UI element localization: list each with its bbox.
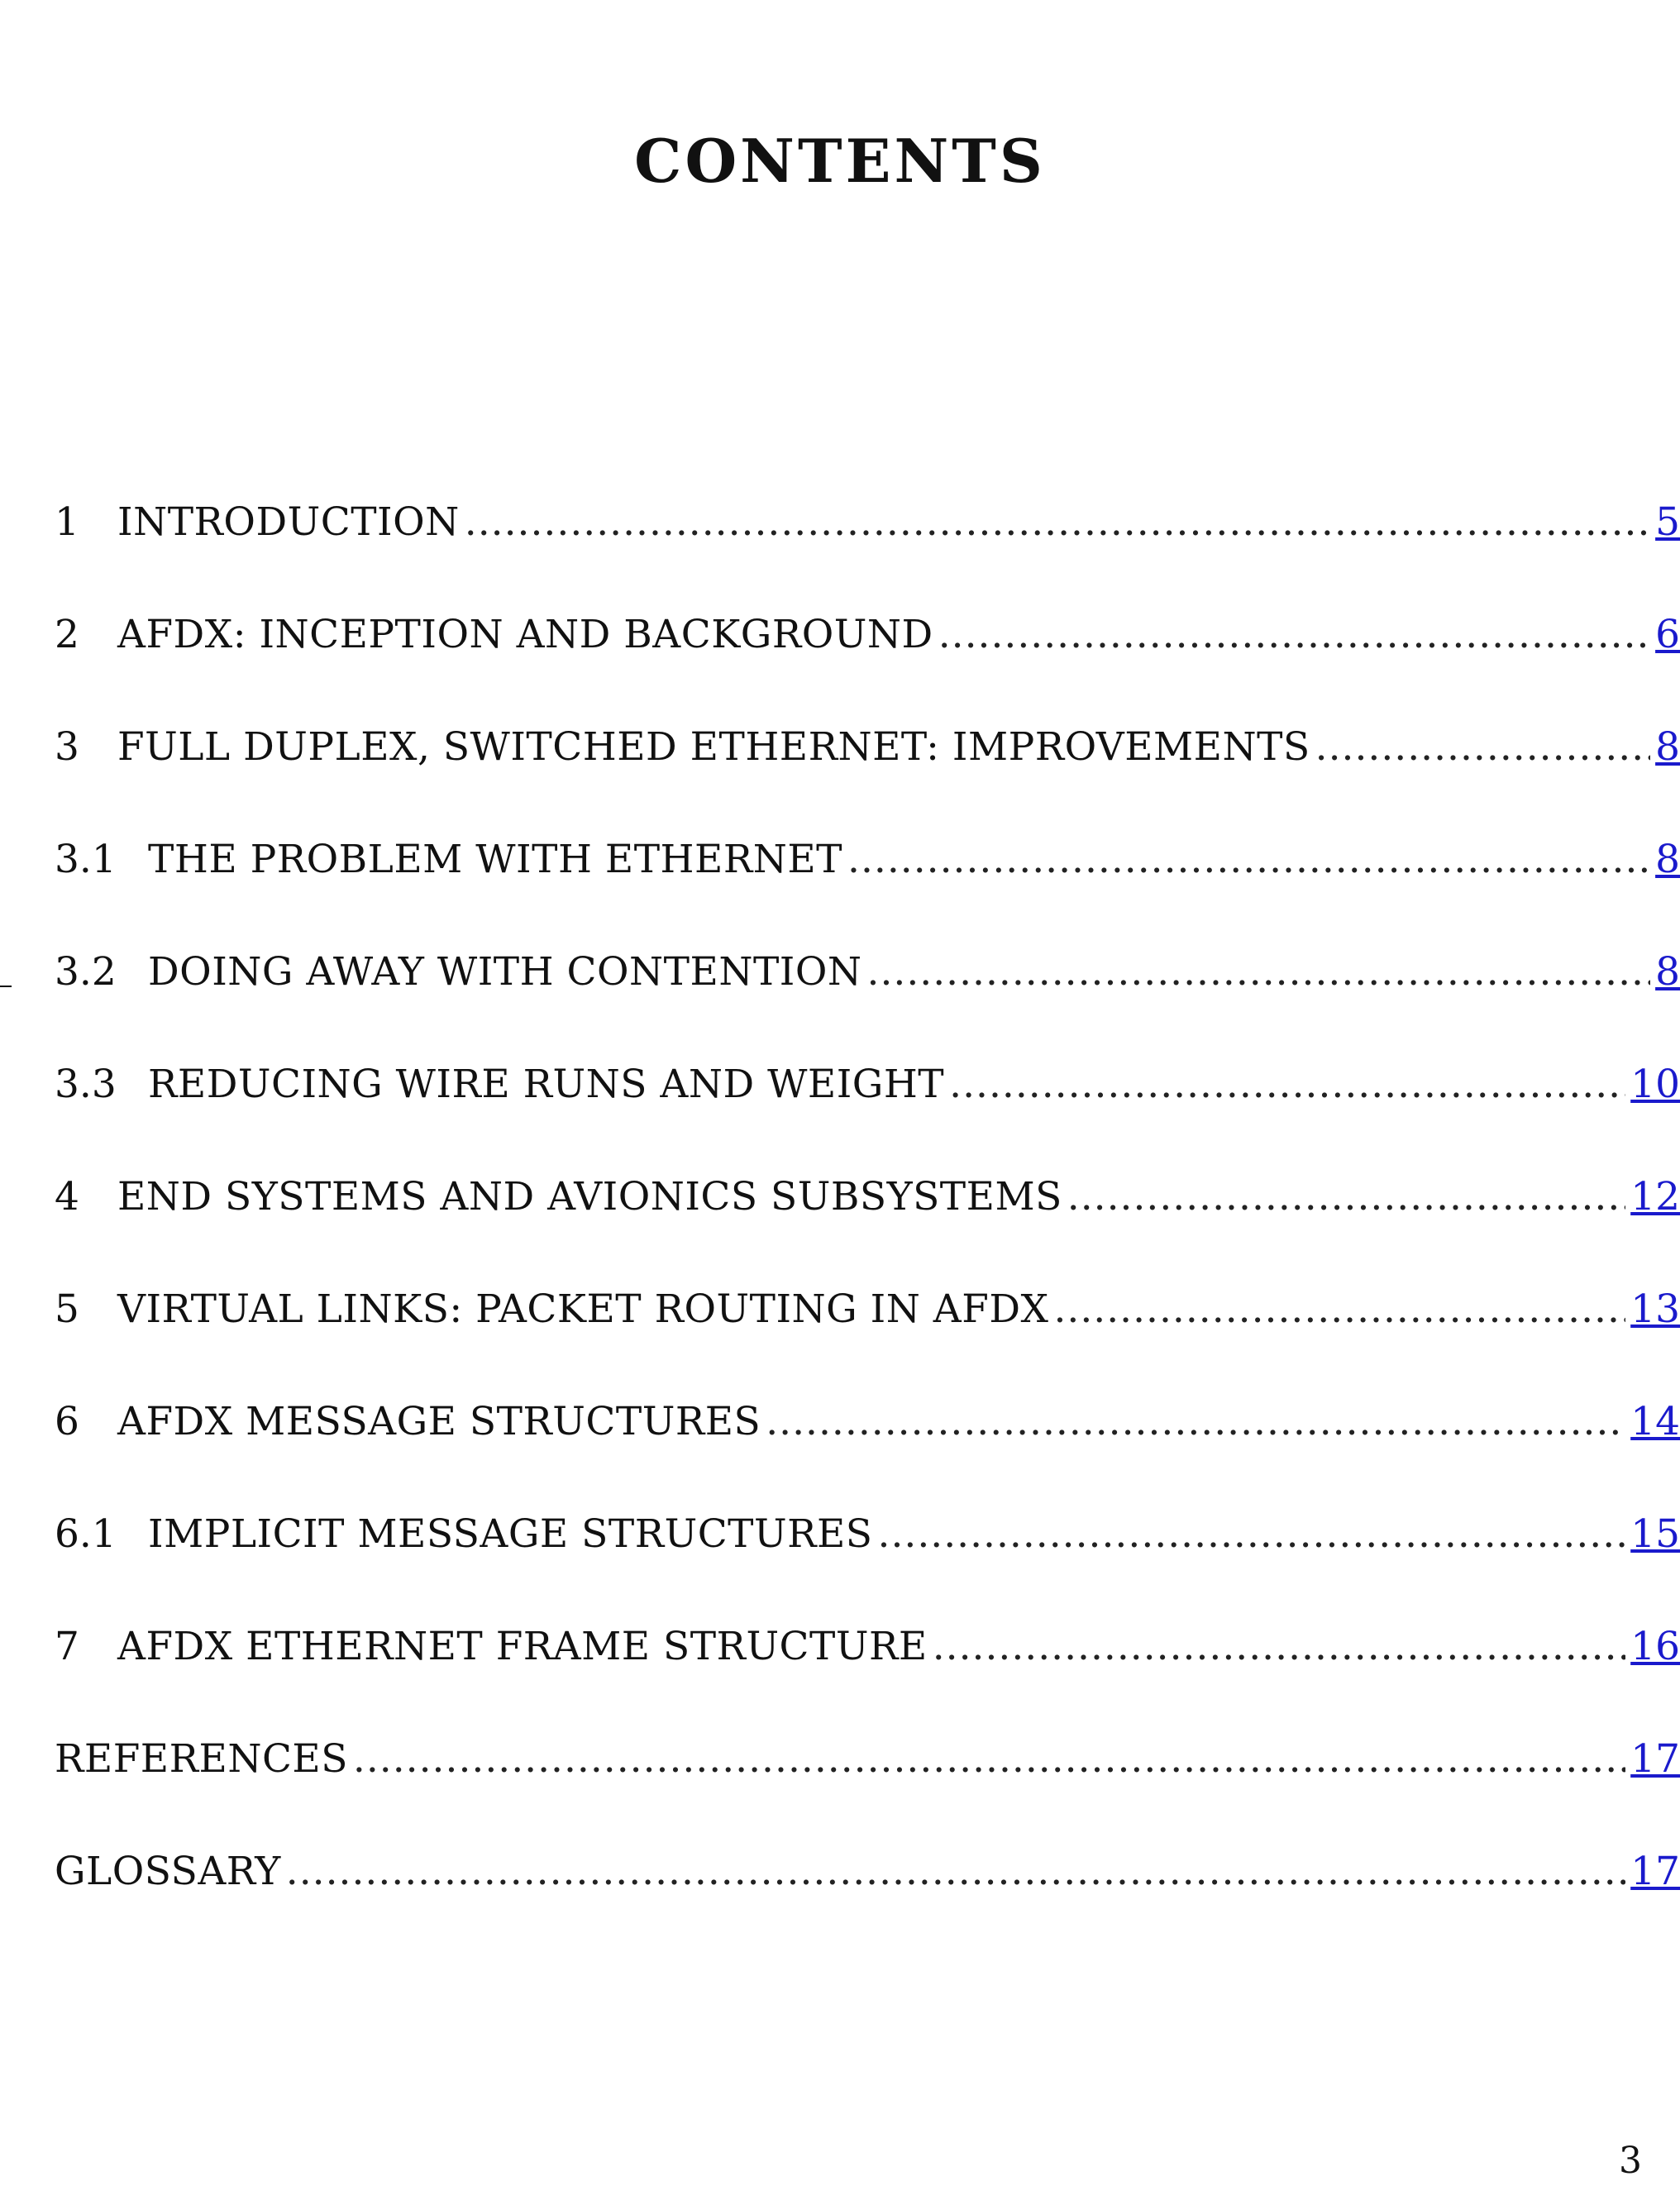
dot-leader — [465, 489, 1650, 556]
toc-entry-title: REDUCING WIRE RUNS AND WEIGHT — [148, 1062, 945, 1107]
toc-entry-number: 3 — [55, 724, 79, 770]
toc-entry-title: AFDX ETHERNET FRAME STRUCTURE — [117, 1624, 928, 1669]
toc-page-link[interactable]: 6 — [1655, 612, 1680, 657]
toc-entry-number: 2 — [55, 612, 79, 657]
toc-entry-title: GLOSSARY — [55, 1849, 281, 1894]
toc-page-link[interactable]: 17 — [1630, 1849, 1680, 1894]
page-number: 3 — [1619, 2140, 1642, 2182]
toc-entry-title: DOING AWAY WITH CONTENTION — [148, 949, 862, 995]
dot-leader — [847, 827, 1650, 893]
toc-page-link[interactable]: 8 — [1655, 949, 1680, 995]
toc-page-link[interactable]: 8 — [1655, 837, 1680, 882]
dot-leader — [938, 602, 1650, 668]
dot-leader — [1053, 1277, 1625, 1343]
toc-page-link[interactable]: 14 — [1630, 1399, 1680, 1444]
toc-entry-number: 7 — [55, 1624, 79, 1669]
toc-entry-number: 6 — [55, 1399, 79, 1444]
toc-entry-references[interactable] — [55, 1726, 1680, 1839]
toc-entry-message-structures[interactable] — [55, 1389, 1680, 1501]
dot-leader — [878, 1501, 1626, 1568]
toc-entry-title: AFDX: INCEPTION AND BACKGROUND — [117, 612, 933, 657]
toc-page-link[interactable]: 10 — [1630, 1062, 1680, 1107]
toc-entry-title: IMPLICIT MESSAGE STRUCTURES — [148, 1511, 873, 1557]
toc-entry-title: VIRTUAL LINKS: PACKET ROUTING IN AFDX — [117, 1286, 1049, 1332]
dot-leader — [286, 1839, 1625, 1905]
toc-page-link[interactable]: 8 — [1655, 724, 1680, 770]
toc-entry-number: 4 — [55, 1174, 79, 1219]
dot-leader — [353, 1726, 1625, 1792]
toc-entry-title: END SYSTEMS AND AVIONICS SUBSYSTEMS — [117, 1174, 1062, 1219]
toc-page-link[interactable]: 5 — [1655, 499, 1680, 545]
toc-entry-problem-with-ethernet[interactable] — [55, 827, 1680, 939]
toc-entry-title: REFERENCES — [55, 1736, 348, 1782]
toc-page-link[interactable]: 12 — [1630, 1174, 1680, 1219]
dot-leader — [949, 1052, 1625, 1118]
toc-entry-number: 1 — [55, 499, 79, 545]
toc-entry-glossary[interactable] — [55, 1839, 1680, 1951]
dot-leader — [766, 1389, 1625, 1455]
table-of-contents — [55, 489, 1680, 1951]
toc-page-link[interactable]: 15 — [1630, 1511, 1680, 1557]
toc-entry-title: AFDX MESSAGE STRUCTURES — [117, 1399, 761, 1444]
toc-entry-title: FULL DUPLEX, SWITCHED ETHERNET: IMPROVEMENTS — [117, 724, 1310, 770]
dot-leader — [1315, 714, 1650, 780]
toc-entry-afdx-inception[interactable] — [55, 602, 1680, 714]
toc-page-link[interactable]: 16 — [1630, 1624, 1680, 1669]
toc-entry-reducing-wire-runs[interactable] — [55, 1052, 1680, 1164]
dot-leader — [1067, 1164, 1625, 1230]
toc-entry-title: INTRODUCTION — [117, 499, 460, 545]
toc-page-link[interactable]: 13 — [1630, 1286, 1680, 1332]
toc-entry-introduction[interactable] — [55, 489, 1680, 602]
toc-entry-virtual-links[interactable] — [55, 1277, 1680, 1389]
toc-entry-full-duplex[interactable] — [55, 714, 1680, 827]
toc-entry-number: 6.1 — [55, 1511, 117, 1557]
toc-entry-title: THE PROBLEM WITH ETHERNET — [148, 837, 843, 882]
toc-entry-doing-away-with-contention[interactable] — [55, 939, 1680, 1052]
page-title: CONTENTS — [634, 126, 1046, 196]
toc-entry-implicit-message-structures[interactable] — [55, 1501, 1680, 1614]
dot-leader — [867, 939, 1651, 1005]
toc-entry-end-systems[interactable] — [55, 1164, 1680, 1277]
toc-entry-number: 5 — [55, 1286, 79, 1332]
margin-mark — [0, 986, 12, 987]
toc-entry-number: 3.3 — [55, 1062, 117, 1107]
dot-leader — [933, 1614, 1626, 1680]
toc-entry-frame-structure[interactable] — [55, 1614, 1680, 1726]
toc-entry-number: 3.2 — [55, 949, 117, 995]
toc-entry-number: 3.1 — [55, 837, 117, 882]
toc-page-link[interactable]: 17 — [1630, 1736, 1680, 1782]
